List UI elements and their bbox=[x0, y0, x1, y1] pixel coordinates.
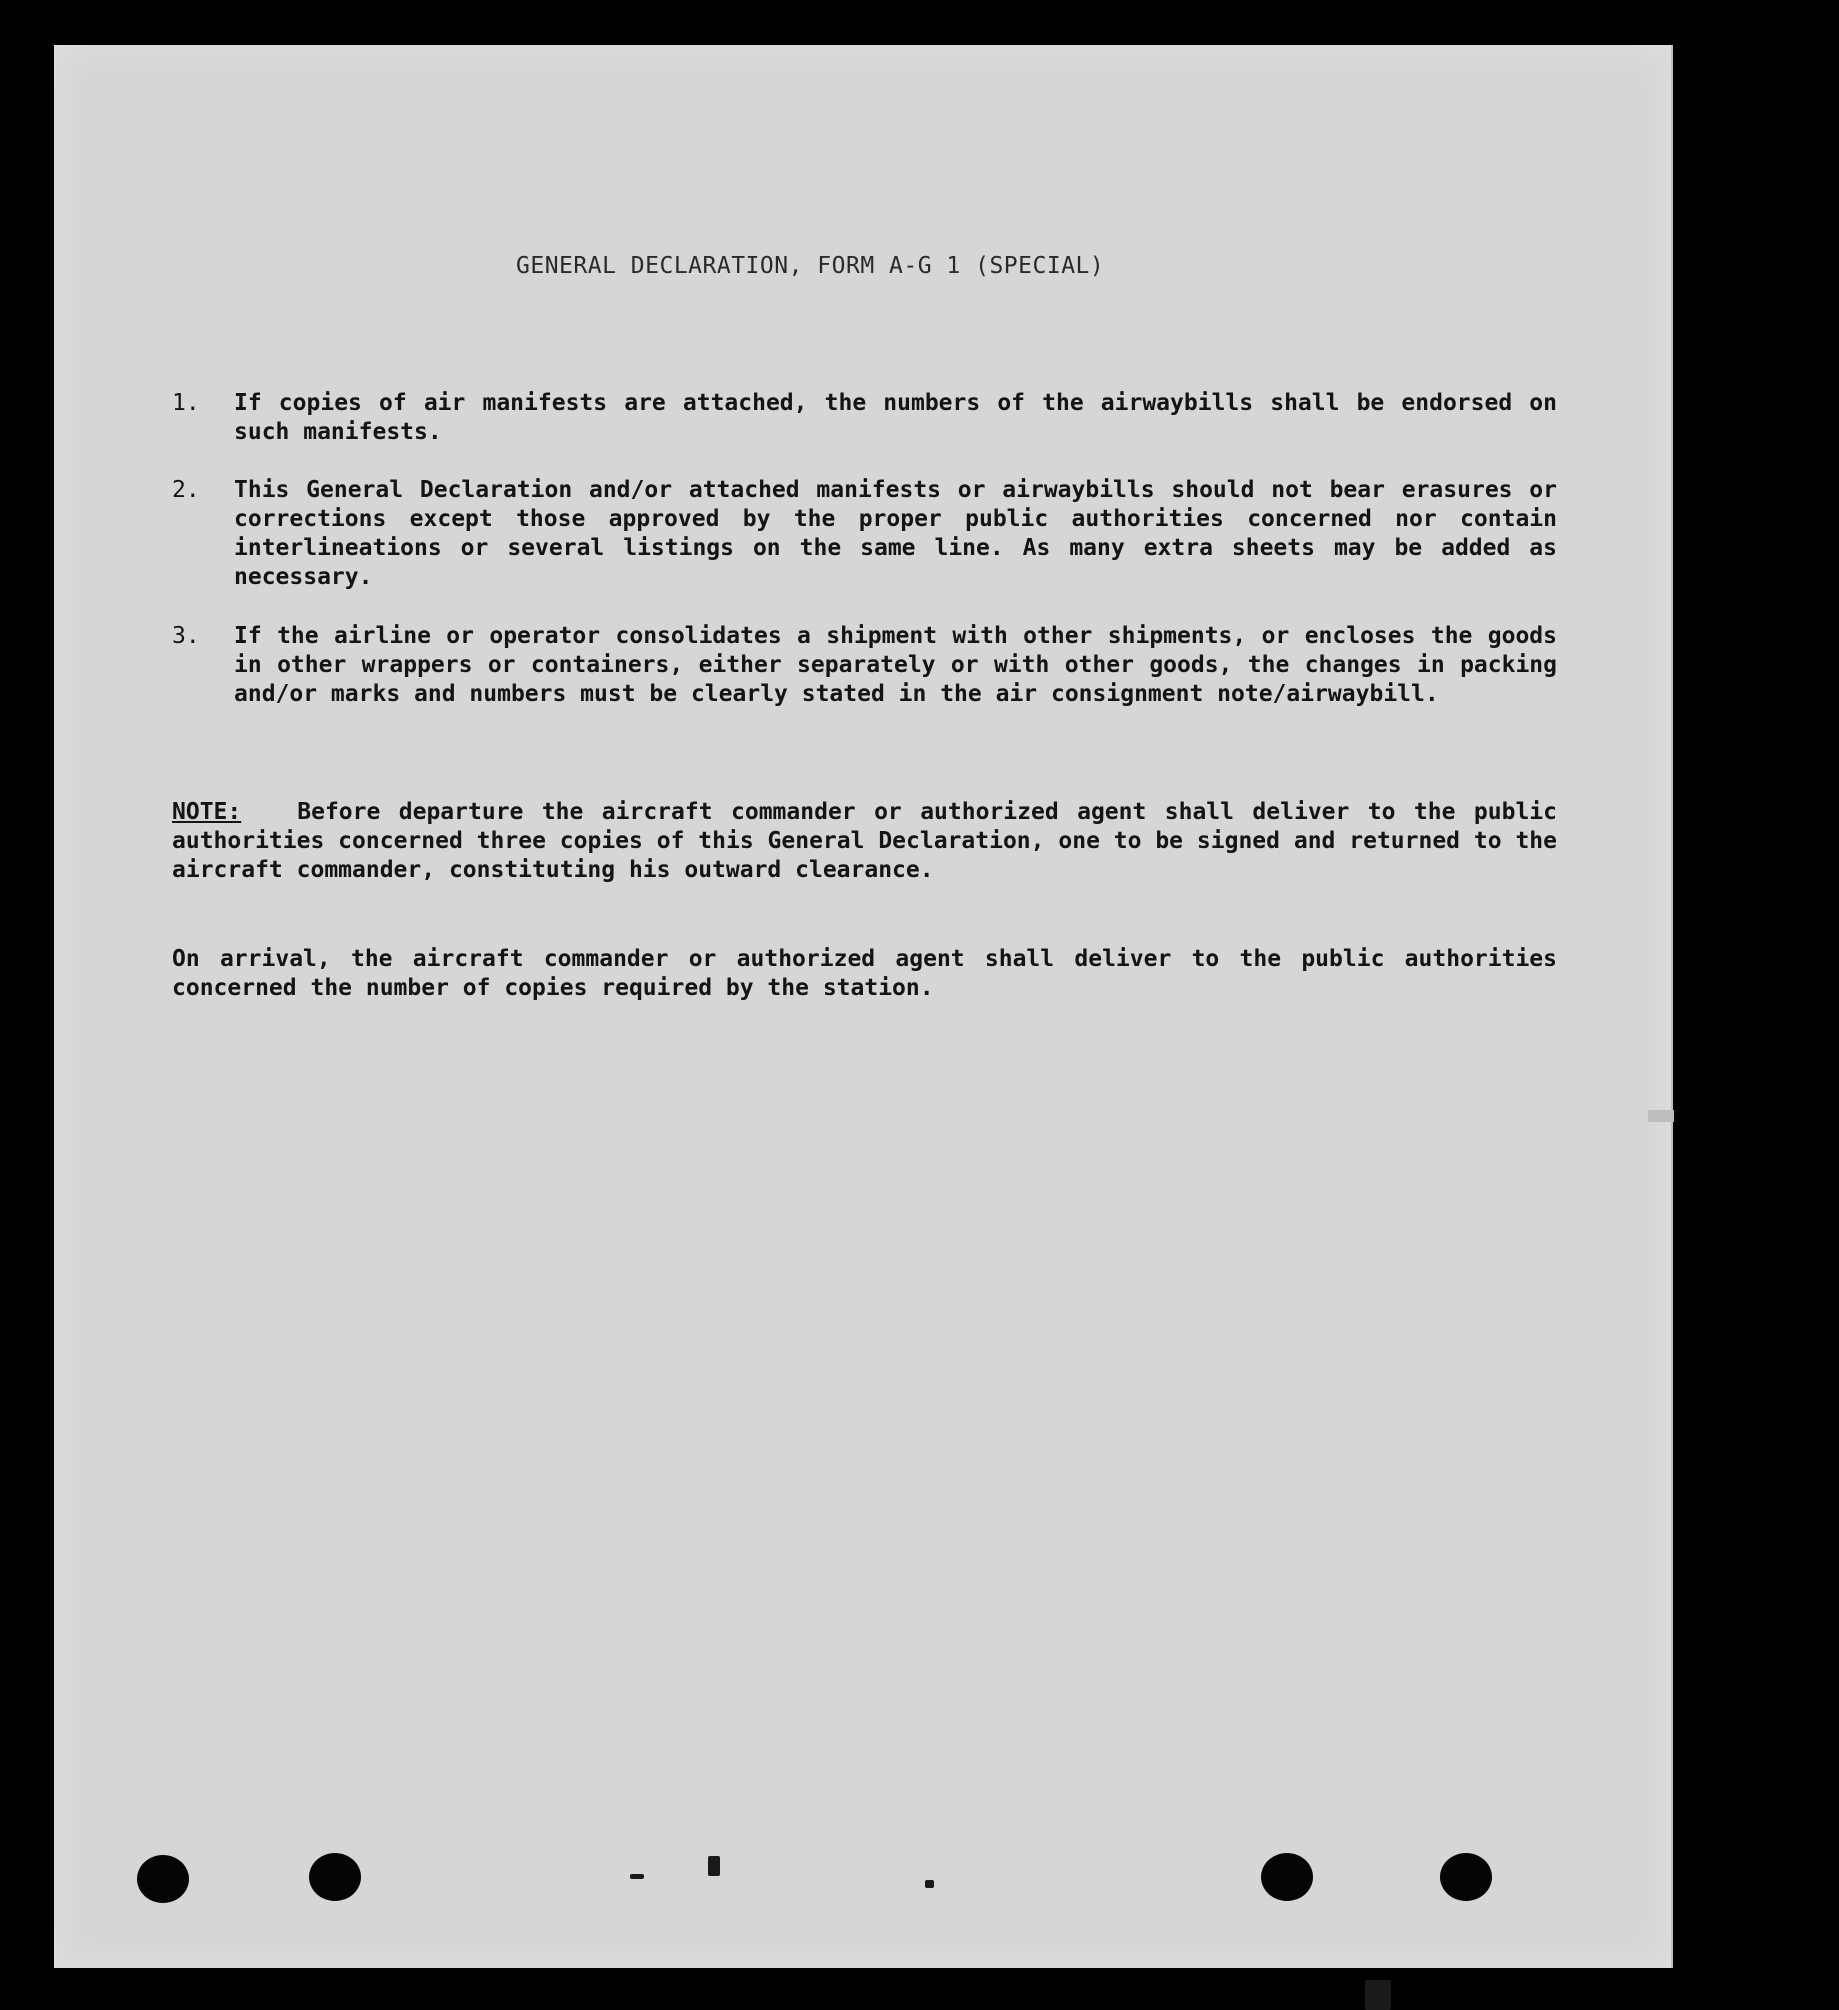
item-text: This General Declaration and/or attached manifests or airwaybills should not bear erasures or corrections except those approved by the proper public authorities concerned nor contain interlineations or several listings on the same line. As many extra sheets may be added as necessary. bbox=[234, 477, 1557, 590]
punch-hole bbox=[1261, 1853, 1313, 1901]
punch-hole bbox=[309, 1853, 361, 1901]
item-text: If the airline or operator consolidates a shipment with other shipments, or encloses the goods in other wrappers or containers, either separately or with other goods, the changes in packing and/or marks and numbers must be clearly stated in the air consignment note/airwaybill. bbox=[234, 623, 1557, 707]
note-text: Before departure the aircraft commander or authorized agent shall deliver to the public authorities concerned three copies of this General Declaration, one to be signed and returned to the aircraft commander, constituting his outward clearance. bbox=[172, 799, 1557, 883]
document-title: GENERAL DECLARATION, FORM A-G 1 (SPECIAL) bbox=[516, 253, 1105, 279]
item-number: 2. bbox=[172, 477, 200, 503]
document-sheet bbox=[54, 45, 1673, 1968]
item-number: 1. bbox=[172, 390, 200, 416]
note-paragraph bbox=[172, 798, 1557, 885]
ink-speck bbox=[925, 1880, 934, 1888]
ink-speck bbox=[630, 1874, 644, 1879]
note-label: NOTE: bbox=[172, 799, 242, 825]
punch-hole bbox=[137, 1855, 189, 1903]
list-item-3 bbox=[172, 622, 1557, 709]
item-text: If copies of air manifests are attached, the numbers of the airwaybills shall be endorsed on such manifests. bbox=[234, 390, 1557, 445]
list-item-2 bbox=[172, 476, 1557, 592]
paper-edge bbox=[1648, 1110, 1674, 1122]
ink-speck bbox=[708, 1856, 720, 1876]
item-number: 3. bbox=[172, 623, 200, 649]
punch-hole bbox=[1440, 1853, 1492, 1901]
ink-speck bbox=[1365, 1980, 1391, 2010]
arrival-paragraph: On arrival, the aircraft commander or authorized agent shall deliver to the public authorities concerned the number of copies required by the station. bbox=[172, 946, 1557, 1001]
list-item-1 bbox=[172, 389, 1557, 447]
